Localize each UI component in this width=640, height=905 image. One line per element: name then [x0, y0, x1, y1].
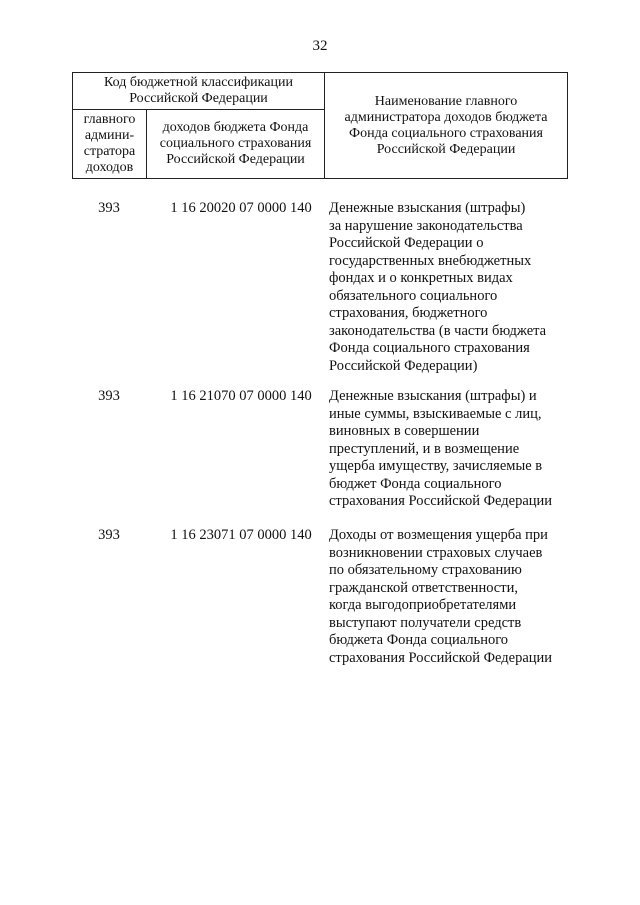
income-code: 1 16 21070 07 0000 140: [170, 388, 312, 404]
header-main-administrator: главного админи-стратора доходов: [73, 110, 147, 179]
income-name: Денежные взыскания (штрафы) и иные суммы, взыскиваемые с лиц, виновных в совершении преступлений, и в возмещение ущерба имуществу, зачисляемые в бюджет Фонда социального страхования Российской Федерации: [329, 388, 553, 509]
income-code: 1 16 23071 07 0000 140: [170, 527, 312, 543]
header-administrator-name: Наименование главного администратора доходов бюджета Фонда социального страхования Российской Федерации: [325, 73, 568, 179]
income-name: Денежные взыскания (штрафы) за нарушение законодательства Российской Федерации о государственных внебюджетных фондах и о конкретных видах обязательного социального страхования, бюджетного законодательства (в части бюджета Фонда социального страхования Российской Федерации): [329, 200, 547, 374]
income-name: Доходы от возмещения ущерба при возникновении страховых случаев по обязательному страхованию гражданской ответственности, когда выгодоприобретателями выступают получатели средств бюджета Фонда социального страхования Российской Федерации: [329, 527, 553, 666]
classification-table-header: [72, 72, 568, 179]
header-budget-classification-code: Код бюджетной классификации Российской Федерации: [73, 73, 325, 110]
header-fund-income: доходов бюджета Фонда социального страхования Российской Федерации: [147, 110, 325, 179]
administrator-code: 393: [98, 200, 120, 216]
page-number: 32: [312, 38, 328, 54]
administrator-code: 393: [98, 388, 120, 404]
income-code: 1 16 20020 07 0000 140: [170, 200, 312, 216]
administrator-code: 393: [98, 527, 120, 543]
